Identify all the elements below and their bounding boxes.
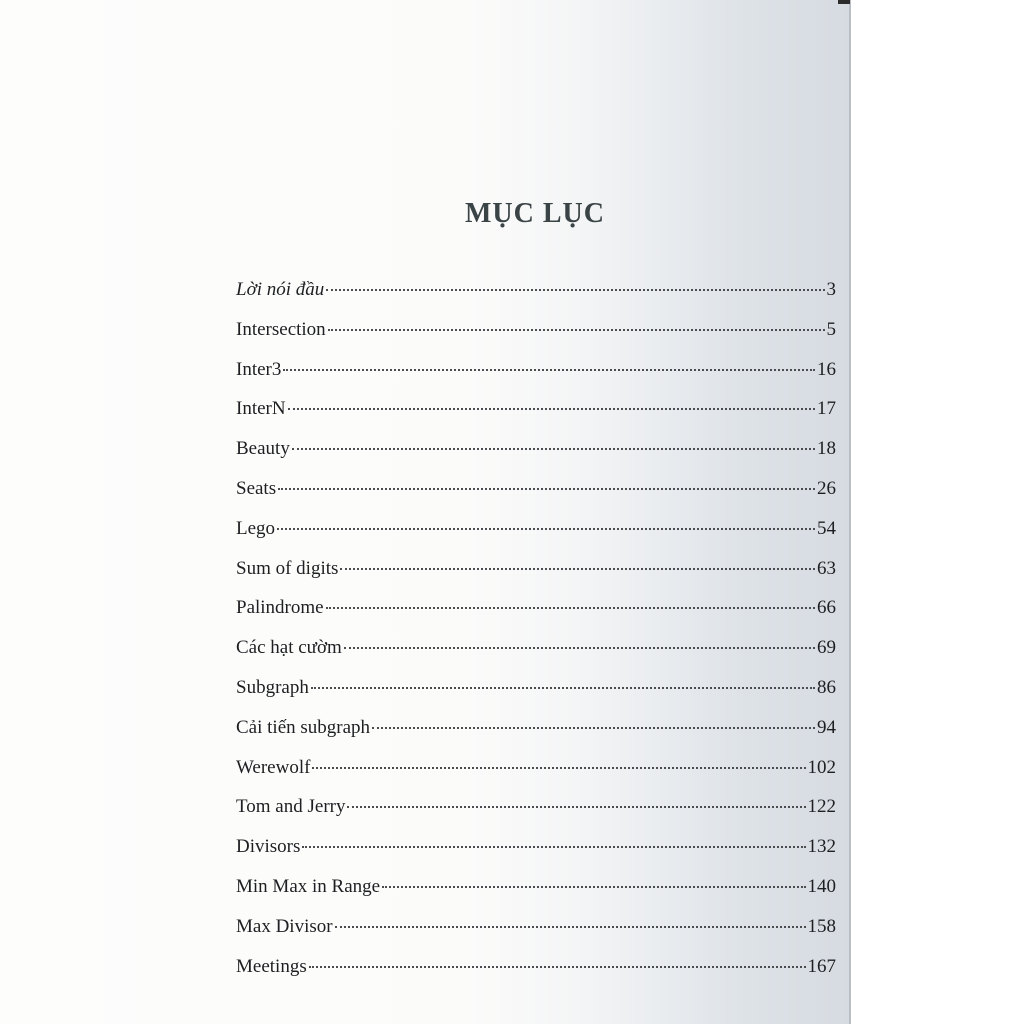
dot-leader bbox=[344, 647, 815, 649]
toc-entry bbox=[236, 757, 836, 797]
toc-entry bbox=[236, 359, 836, 399]
dot-leader bbox=[347, 806, 805, 808]
paper-edge bbox=[849, 0, 851, 1024]
dot-leader bbox=[309, 966, 806, 968]
dot-leader bbox=[311, 687, 815, 689]
toc-entry bbox=[236, 956, 836, 996]
toc-entry-page: 5 bbox=[826, 318, 836, 340]
toc-entry-title: Inter3 bbox=[236, 358, 282, 380]
toc-entry bbox=[236, 717, 836, 757]
dot-leader bbox=[288, 408, 815, 410]
toc-entry bbox=[236, 876, 836, 916]
toc-entry bbox=[236, 836, 836, 876]
toc-entry-title: Beauty bbox=[236, 438, 290, 460]
toc-entry bbox=[236, 518, 836, 558]
toc-entry bbox=[236, 478, 836, 518]
dot-leader bbox=[277, 528, 815, 530]
dot-leader bbox=[382, 886, 805, 888]
dot-leader bbox=[326, 289, 824, 291]
toc-entry-title: Lego bbox=[236, 517, 276, 539]
toc-entry-page: 140 bbox=[807, 875, 836, 897]
toc-entry-page: 17 bbox=[817, 398, 836, 420]
toc-entry bbox=[236, 597, 836, 637]
toc-entry-title: Lời nói đầu bbox=[236, 279, 325, 300]
toc-entry-page: 132 bbox=[807, 836, 836, 858]
dot-leader bbox=[335, 926, 806, 928]
toc-entry-page: 26 bbox=[817, 477, 836, 499]
toc-entry-title: Intersection bbox=[236, 318, 326, 340]
toc-entry-page: 122 bbox=[807, 796, 836, 818]
toc-entry bbox=[236, 438, 836, 478]
dot-leader bbox=[340, 568, 815, 570]
dot-leader bbox=[312, 767, 805, 769]
toc-entry bbox=[236, 279, 836, 319]
toc-entry-page: 167 bbox=[807, 955, 836, 977]
dot-leader bbox=[283, 369, 815, 371]
page-title: MỤC LỤC bbox=[465, 198, 605, 229]
toc-entry-page: 66 bbox=[817, 597, 836, 619]
dot-leader bbox=[302, 846, 805, 848]
binding-edge bbox=[838, 0, 850, 4]
toc-entry-title: Divisors bbox=[236, 836, 301, 858]
toc-entry-title: Max Divisor bbox=[236, 915, 333, 937]
toc-entry-title: Palindrome bbox=[236, 597, 324, 619]
toc-entry-title: Các hạt cườm bbox=[236, 637, 342, 659]
toc-entry-page: 102 bbox=[807, 756, 836, 778]
dot-leader bbox=[292, 448, 815, 450]
toc-entry-title: Seats bbox=[236, 477, 277, 499]
toc-entry-title: Min Max in Range bbox=[236, 875, 381, 897]
toc-entry bbox=[236, 916, 836, 956]
toc-entry-page: 69 bbox=[817, 637, 836, 659]
dot-leader bbox=[326, 607, 815, 609]
toc-entry bbox=[236, 796, 836, 836]
toc-entry-page: 63 bbox=[817, 557, 836, 579]
dot-leader bbox=[372, 727, 815, 729]
toc-entry-page: 16 bbox=[817, 358, 836, 380]
toc-entry bbox=[236, 637, 836, 677]
toc-entry-title: InterN bbox=[236, 398, 286, 420]
toc-entry-title: Subgraph bbox=[236, 676, 309, 698]
toc-entry bbox=[236, 558, 836, 598]
toc-entry-page: 94 bbox=[817, 716, 836, 738]
table-of-contents bbox=[236, 279, 836, 995]
toc-entry-page: 54 bbox=[817, 517, 836, 539]
toc-entry-page: 158 bbox=[807, 915, 836, 937]
toc-entry bbox=[236, 677, 836, 717]
toc-entry-title: Cải tiến subgraph bbox=[236, 716, 371, 738]
toc-entry-title: Tom and Jerry bbox=[236, 796, 346, 818]
dot-leader bbox=[278, 488, 815, 490]
toc-entry-page: 86 bbox=[817, 676, 836, 698]
toc-entry-title: Werewolf bbox=[236, 756, 311, 778]
toc-entry bbox=[236, 398, 836, 438]
toc-entry-title: Sum of digits bbox=[236, 557, 339, 579]
toc-entry bbox=[236, 319, 836, 359]
dot-leader bbox=[328, 329, 825, 331]
toc-entry-page: 18 bbox=[817, 438, 836, 460]
toc-entry-title: Meetings bbox=[236, 955, 307, 977]
toc-entry-page: 3 bbox=[826, 279, 836, 300]
